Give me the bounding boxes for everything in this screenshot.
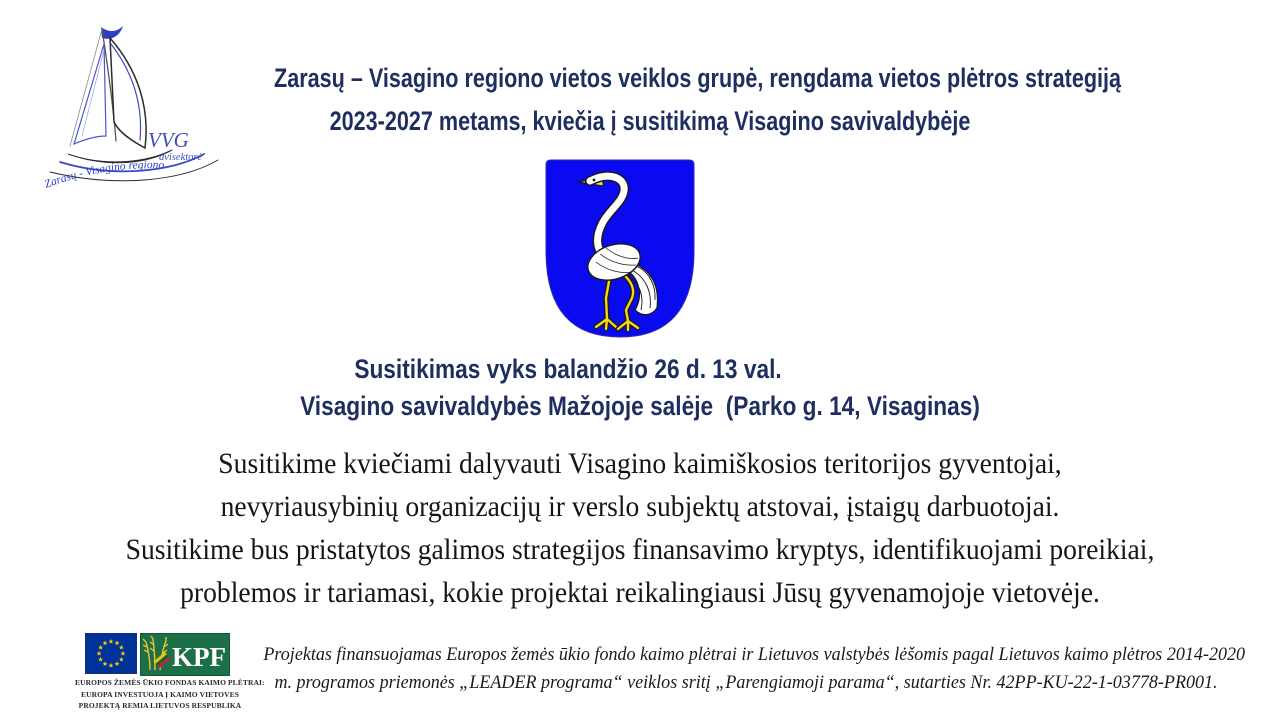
eu-fund-captions bbox=[75, 677, 265, 712]
invitation-line-2: nevyriausybinių organizacijų ir verslo subjektų atstovai, įstaigų darbuotojai. bbox=[220, 490, 1060, 523]
meeting-info bbox=[0, 351, 1280, 425]
logo-org-abbr: VVG bbox=[148, 128, 189, 152]
funding-note bbox=[238, 641, 1254, 696]
agenda-line-1: Susitikime bus pristatytos galimos strategijos finansavimo kryptys, identifikuojami poreikiai, bbox=[125, 533, 1155, 566]
meeting-datetime: Susitikimas vyks balandžio 26 d. 13 val. bbox=[354, 354, 782, 384]
funding-line-2: m. programos priemonės „LEADER programa“ veiklos sritį „Parengiamoji parama“, sutarties Nr. 42PP-KU-22-1-03778-PR001. bbox=[274, 671, 1218, 693]
logo-org-type: dvisektorė bbox=[159, 152, 203, 163]
funding-line-1: Projektas finansuojamas Europos žemės ūkio fondo kaimo plėtrai ir Lietuvos valstybės lėšomis pagal Lietuvos kaimo plėtros 2014-2020 bbox=[263, 644, 1246, 665]
logo-flag bbox=[101, 26, 123, 39]
kpf-label: KPF bbox=[172, 642, 226, 672]
eu-caption-line-3: PROJEKTĄ REMIA LIETUVOS RESPUBLIKA bbox=[78, 701, 242, 710]
kpf-logo-icon bbox=[140, 633, 230, 676]
title-line-1: Zarasų – Visagino regiono vietos veiklos grupė, rengdama vietos plėtros strategiją bbox=[274, 63, 1122, 93]
funding-logos bbox=[75, 633, 265, 717]
logo-region-label: Zarasų - Visagino regiono bbox=[42, 159, 165, 191]
visaginas-coat-of-arms-icon bbox=[544, 158, 696, 340]
eu-flag-icon bbox=[85, 633, 137, 674]
agenda-line-2: problemos ir tariamasi, kokie projektai reikalingiausi Jūsų gyvenamojoje vietovėje. bbox=[180, 576, 1100, 609]
page-title bbox=[180, 57, 1120, 143]
title-line-2: 2023-2027 metams, kviečia į susitikimą Visagino savivaldybėje bbox=[329, 106, 971, 136]
eu-caption-line-2: EUROPA INVESTUOJA Į KAIMO VIETOVES bbox=[80, 689, 240, 699]
invitation-paragraph bbox=[0, 442, 1280, 528]
meeting-place: Visagino savivaldybės Mažojoje salėje (Parko g. 14, Visaginas) bbox=[300, 391, 980, 421]
invitation-line-1: Susitikime kviečiami dalyvauti Visagino kaimiškosios teritorijos gyventojai, bbox=[218, 447, 1062, 480]
svg-text:Zarasų - Visagino regiono bbox=[43, 159, 165, 191]
agenda-paragraph bbox=[0, 528, 1280, 614]
eu-caption-line-1: EUROPOS ŽEMĖS ŪKIO FONDAS KAIMO PLĖTRAI: bbox=[75, 678, 265, 687]
